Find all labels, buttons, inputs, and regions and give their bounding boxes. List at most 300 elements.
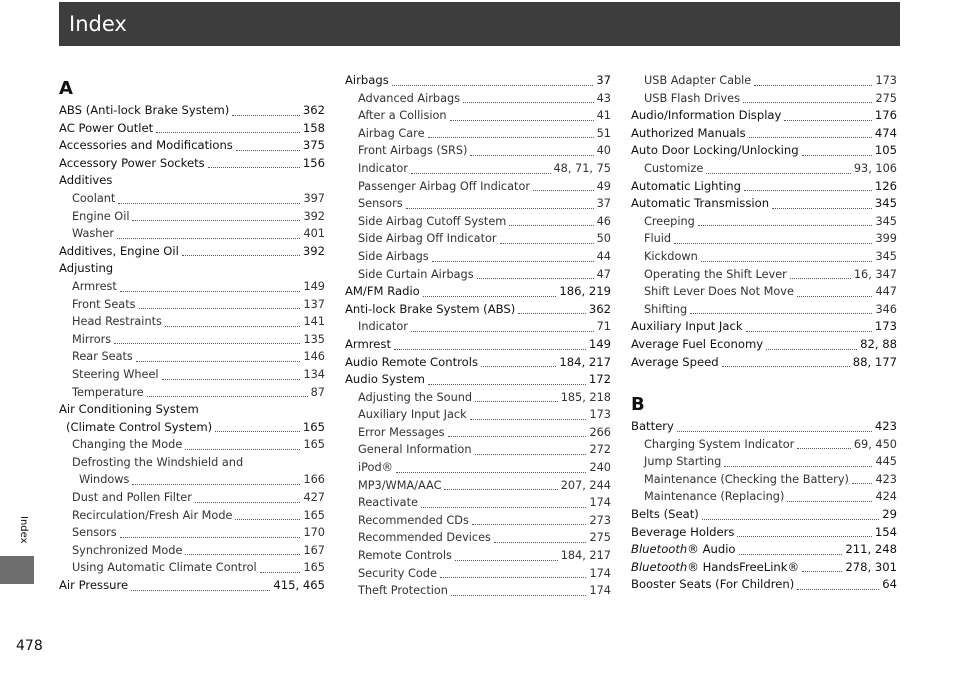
entry-page-reference[interactable]: 165 <box>303 438 325 452</box>
entry-page-reference[interactable]: 445 <box>875 455 897 469</box>
index-subentry[interactable] <box>631 436 897 454</box>
dot-leader <box>444 489 557 490</box>
entry-page-reference[interactable]: 345 <box>875 249 897 263</box>
entry-label: Side Airbag Cutoff System <box>358 214 507 228</box>
dot-leader <box>797 448 851 449</box>
dot-leader <box>139 308 301 309</box>
entry-page-reference[interactable]: 37 <box>596 197 611 211</box>
index-entry[interactable] <box>59 172 325 190</box>
entry-label: Remote Controls <box>358 549 452 563</box>
index-subentry[interactable] <box>59 366 325 384</box>
entry-label: MP3/WMA/AAC <box>358 478 442 492</box>
entry-page-reference[interactable]: 401 <box>303 227 325 241</box>
index-subentry[interactable] <box>345 441 611 459</box>
entry-label: USB Adapter Cable <box>644 74 752 87</box>
section-letter: A <box>59 78 73 99</box>
entry-page-reference[interactable]: 137 <box>303 297 325 311</box>
dot-leader <box>156 132 300 133</box>
dot-leader <box>472 524 587 525</box>
dot-leader <box>450 120 594 121</box>
entry-page-reference[interactable]: 165 <box>303 561 325 575</box>
dot-leader <box>706 173 851 174</box>
entry-page-reference[interactable]: 345 <box>875 214 897 228</box>
index-subentry[interactable] <box>345 195 611 213</box>
dot-leader <box>674 243 872 244</box>
index-subentry[interactable] <box>631 301 897 319</box>
entry-page-reference[interactable]: 362 <box>302 103 325 117</box>
entry-label: Authorized Manuals <box>631 125 746 140</box>
entry-page-reference[interactable]: 105 <box>874 143 897 158</box>
index-subentry[interactable] <box>631 72 897 90</box>
entry-page-reference[interactable]: 184, 217 <box>560 549 611 563</box>
entry-page-reference[interactable]: 40 <box>596 144 611 158</box>
index-subentry[interactable] <box>59 489 325 507</box>
index-subentry[interactable] <box>59 331 325 349</box>
entry-label: Sensors <box>358 197 403 211</box>
entry-page-reference[interactable]: 399 <box>875 232 897 246</box>
index-entry[interactable] <box>345 371 611 389</box>
index-subentry[interactable] <box>345 459 611 477</box>
entry-page-reference[interactable]: 165 <box>302 419 325 434</box>
index-subentry[interactable] <box>345 389 611 407</box>
entry-label: Reactivate <box>358 496 418 510</box>
index-subentry[interactable] <box>59 313 325 331</box>
entry-label: Jump Starting <box>644 455 722 469</box>
entry-label: Front Airbags (SRS) <box>358 144 468 158</box>
entry-page-reference[interactable]: 275 <box>875 91 897 105</box>
entry-page-reference[interactable]: 423 <box>875 472 897 486</box>
index-subentry[interactable] <box>345 477 611 495</box>
entry-label: Creeping <box>644 214 695 228</box>
index-entry[interactable] <box>631 125 897 143</box>
entry-page-reference[interactable]: 149 <box>588 336 611 351</box>
entry-page-reference[interactable]: 69, 450 <box>853 437 897 451</box>
entry-page-reference[interactable]: 167 <box>303 543 325 557</box>
index-subentry[interactable] <box>345 494 611 512</box>
index-subentry[interactable] <box>345 565 611 583</box>
entry-page-reference[interactable]: 165 <box>303 508 325 522</box>
index-subentry[interactable] <box>345 406 611 424</box>
entry-label: Bluetooth® HandsFreeLink® <box>631 559 800 574</box>
dot-leader <box>136 361 301 362</box>
entry-label: Theft Protection <box>358 584 448 598</box>
entry-page-reference[interactable]: 173 <box>875 74 897 87</box>
entry-page-reference[interactable]: 146 <box>303 350 325 364</box>
index-entry[interactable] <box>59 577 325 595</box>
entry-page-reference[interactable]: 154 <box>874 524 897 539</box>
index-subentry[interactable] <box>345 547 611 565</box>
dot-leader <box>749 137 872 138</box>
index-subentry[interactable] <box>631 213 897 231</box>
entry-page-reference[interactable]: 37 <box>596 73 611 87</box>
dot-leader <box>394 349 586 350</box>
dot-leader <box>698 225 873 226</box>
entry-page-reference[interactable]: 158 <box>302 120 325 135</box>
index-subentry[interactable] <box>59 384 325 402</box>
entry-label: Booster Seats (For Children) <box>631 577 795 592</box>
entry-page-reference[interactable]: 427 <box>303 491 325 505</box>
index-subentry[interactable] <box>345 178 611 196</box>
index-entry[interactable] <box>631 418 897 436</box>
dot-leader <box>406 208 594 209</box>
index-entry[interactable] <box>631 541 897 559</box>
entry-label: Air Conditioning System <box>59 402 199 417</box>
index-subentry[interactable] <box>59 225 325 243</box>
entry-page-reference[interactable]: 93, 106 <box>853 161 897 175</box>
entry-label: Beverage Holders <box>631 524 735 539</box>
dot-leader <box>477 278 594 279</box>
index-subentry[interactable] <box>345 142 611 160</box>
entry-label: Airbag Care <box>358 126 425 140</box>
entry-label: Armrest <box>345 336 392 351</box>
dot-leader <box>260 572 301 573</box>
entry-page-reference[interactable]: 173 <box>874 319 897 334</box>
entry-page-reference[interactable]: 172 <box>588 372 611 387</box>
entry-page-reference[interactable]: 392 <box>302 243 325 258</box>
index-entry[interactable] <box>631 336 897 354</box>
entry-page-reference[interactable]: 29 <box>882 507 897 522</box>
entry-page-reference[interactable]: 278, 301 <box>845 559 897 574</box>
entry-label: Sensors <box>72 526 117 540</box>
entry-page-reference[interactable]: 362 <box>588 301 611 316</box>
entry-label: Recirculation/Fresh Air Mode <box>72 508 233 522</box>
entry-page-reference[interactable]: 397 <box>303 191 325 205</box>
entry-page-reference[interactable]: 44 <box>596 249 611 263</box>
entry-label: Washer <box>72 227 115 241</box>
index-entry[interactable] <box>59 243 325 261</box>
index-subentry[interactable] <box>631 488 897 506</box>
index-subentry[interactable] <box>59 190 325 208</box>
index-subentry[interactable] <box>59 471 325 489</box>
dot-leader <box>754 85 872 86</box>
entry-label: Recommended Devices <box>358 531 491 545</box>
dot-leader <box>766 349 857 350</box>
entry-label: Additives <box>59 173 113 188</box>
index-subentry[interactable] <box>345 107 611 125</box>
index-subentry[interactable] <box>345 512 611 530</box>
index-entry[interactable] <box>631 318 897 336</box>
dot-leader <box>455 560 558 561</box>
index-subentry[interactable] <box>345 230 611 248</box>
entry-page-reference[interactable]: 184, 217 <box>559 354 611 369</box>
dot-leader <box>475 454 587 455</box>
entry-page-reference[interactable]: 207, 244 <box>560 478 611 492</box>
entry-page-reference[interactable]: 272 <box>589 443 611 457</box>
entry-label: Audio System <box>345 372 425 387</box>
entry-label: USB Flash Drives <box>644 91 740 105</box>
index-subentry[interactable] <box>59 296 325 314</box>
entry-label: Anti-lock Brake System (ABS) <box>345 301 516 316</box>
entry-label: AC Power Outlet <box>59 120 154 135</box>
entry-page-reference[interactable]: 240 <box>589 461 611 475</box>
entry-label: Rear Seats <box>72 350 133 364</box>
dot-leader <box>118 203 300 204</box>
entry-page-reference[interactable]: 174 <box>589 496 611 510</box>
entry-page-reference[interactable]: 346 <box>875 302 897 316</box>
dot-leader <box>120 291 301 292</box>
entry-label: Changing the Mode <box>72 438 183 452</box>
index-subentry[interactable] <box>59 524 325 542</box>
entry-page-reference[interactable]: 41 <box>596 109 611 123</box>
dot-leader <box>131 590 270 591</box>
dot-leader <box>533 190 594 191</box>
index-entry[interactable] <box>631 142 897 160</box>
dot-leader <box>852 483 873 484</box>
index-subentry[interactable] <box>631 266 897 284</box>
dot-leader <box>423 296 557 297</box>
index-subentry[interactable] <box>345 529 611 547</box>
index-subentry[interactable] <box>631 160 897 178</box>
entry-label: Passenger Airbag Off Indicator <box>358 179 531 193</box>
entry-page-reference[interactable]: 185, 218 <box>560 390 611 404</box>
entry-label: AM/FM Radio <box>345 284 420 299</box>
dot-leader <box>114 343 300 344</box>
entry-page-reference[interactable]: 275 <box>589 531 611 545</box>
index-subentry[interactable] <box>59 542 325 560</box>
dot-leader <box>448 436 587 437</box>
dot-leader <box>451 595 586 596</box>
entry-page-reference[interactable]: 134 <box>303 367 325 381</box>
dot-leader <box>518 313 586 314</box>
entry-label: Auxiliary Input Jack <box>631 319 743 334</box>
entry-page-reference[interactable]: 135 <box>303 332 325 346</box>
entry-label: Auxiliary Input Jack <box>358 408 467 422</box>
index-subentry[interactable] <box>59 454 325 472</box>
dot-leader <box>428 137 594 138</box>
entry-label: Side Airbags <box>358 249 429 263</box>
dot-leader <box>802 571 842 572</box>
entry-page-reference[interactable]: 88, 177 <box>852 354 897 369</box>
index-subentry[interactable] <box>631 283 897 301</box>
entry-page-reference[interactable]: 266 <box>589 425 611 439</box>
entry-label: Side Curtain Airbags <box>358 267 474 281</box>
dot-leader <box>182 255 300 256</box>
entry-label: Indicator <box>358 161 408 175</box>
dot-leader <box>236 150 300 151</box>
entry-label: Automatic Transmission <box>631 196 770 211</box>
dot-leader <box>722 366 850 367</box>
dot-leader <box>428 384 586 385</box>
index-subentry[interactable] <box>345 248 611 266</box>
entry-label: Error Messages <box>358 425 445 439</box>
dot-leader <box>724 466 872 467</box>
entry-label: Synchronized Mode <box>72 543 183 557</box>
index-entry[interactable] <box>345 354 611 372</box>
index-entry[interactable] <box>345 336 611 354</box>
index-entry[interactable] <box>59 120 325 138</box>
entry-page-reference[interactable]: 345 <box>874 196 897 211</box>
index-entry[interactable] <box>631 107 897 125</box>
index-entry[interactable] <box>345 301 611 319</box>
index-subentry[interactable] <box>345 125 611 143</box>
dot-leader <box>132 484 300 485</box>
dot-leader <box>208 167 300 168</box>
entry-label: Armrest <box>72 279 117 293</box>
dot-leader <box>147 396 308 397</box>
dot-leader <box>120 537 301 538</box>
entry-label: Belts (Seat) <box>631 507 699 522</box>
index-column-2 <box>345 72 611 600</box>
index-column-1 <box>59 72 325 595</box>
entry-label: Adjusting <box>59 261 114 276</box>
entry-label: Adjusting the Sound <box>358 390 473 404</box>
index-subentry[interactable] <box>631 230 897 248</box>
dot-leader <box>702 519 879 520</box>
section-letter: B <box>631 394 645 416</box>
index-subentry[interactable] <box>345 90 611 108</box>
dot-leader <box>440 577 587 578</box>
index-entry[interactable] <box>59 137 325 155</box>
entry-page-reference[interactable]: 174 <box>589 584 611 598</box>
entry-label: Defrosting the Windshield and <box>72 455 244 469</box>
dot-leader <box>392 85 593 86</box>
dot-leader <box>746 331 872 332</box>
dot-leader <box>165 326 301 327</box>
index-entry[interactable] <box>631 559 897 577</box>
entry-page-reference[interactable]: 415, 465 <box>273 578 325 593</box>
entry-page-reference[interactable]: 170 <box>303 526 325 540</box>
entry-label: Audio/Information Display <box>631 108 782 123</box>
entry-page-reference[interactable]: 211, 248 <box>845 542 897 557</box>
entry-page-reference[interactable]: 71 <box>596 320 611 334</box>
dot-leader <box>772 208 872 209</box>
index-entry[interactable] <box>631 195 897 213</box>
entry-label: Fluid <box>644 232 672 246</box>
index-entry[interactable] <box>631 506 897 524</box>
entry-page-reference[interactable]: 174 <box>589 566 611 580</box>
entry-page-reference[interactable]: 82, 88 <box>860 336 897 351</box>
dot-leader <box>701 261 873 262</box>
entry-page-reference[interactable]: 176 <box>874 108 897 123</box>
index-subentry[interactable] <box>345 266 611 284</box>
entry-label: Temperature <box>72 385 144 399</box>
dot-leader <box>797 296 873 297</box>
index-entry[interactable] <box>631 354 897 372</box>
dot-leader <box>677 431 872 432</box>
dot-leader <box>470 419 587 420</box>
dot-leader <box>787 501 872 502</box>
entry-page-reference[interactable]: 186, 219 <box>559 284 611 299</box>
index-entry[interactable] <box>59 260 325 278</box>
index-subentry[interactable] <box>631 90 897 108</box>
index-subentry[interactable] <box>345 318 611 336</box>
index-entry[interactable] <box>59 419 325 437</box>
entry-page-reference[interactable]: 149 <box>303 279 325 293</box>
entry-page-reference[interactable]: 474 <box>874 125 897 140</box>
entry-page-reference[interactable]: 46 <box>596 214 611 228</box>
entry-page-reference[interactable]: 48, 71, 75 <box>553 161 611 175</box>
entry-page-reference[interactable]: 47 <box>596 267 611 281</box>
entry-label: Operating the Shift Lever <box>644 267 787 281</box>
dot-leader <box>500 243 594 244</box>
entry-label: Battery <box>631 419 674 434</box>
entry-label: After a Collision <box>358 109 447 123</box>
dot-leader <box>421 507 586 508</box>
index-subentry[interactable] <box>631 248 897 266</box>
entry-page-reference[interactable]: 156 <box>302 155 325 170</box>
index-subentry[interactable] <box>345 213 611 231</box>
entry-page-reference[interactable]: 126 <box>874 178 897 193</box>
entry-page-reference[interactable]: 273 <box>589 513 611 527</box>
index-entry[interactable] <box>59 155 325 173</box>
page-number: 478 <box>16 638 43 654</box>
side-tab-label: Index <box>18 516 29 544</box>
dot-leader <box>235 519 300 520</box>
dot-leader <box>396 472 587 473</box>
entry-page-reference[interactable]: 49 <box>596 179 611 193</box>
index-subentry[interactable] <box>59 507 325 525</box>
index-subentry[interactable] <box>59 348 325 366</box>
entry-page-reference[interactable]: 141 <box>303 315 325 329</box>
index-entry[interactable] <box>631 576 897 594</box>
index-column-3 <box>631 72 897 594</box>
dot-leader <box>509 225 593 226</box>
entry-page-reference[interactable]: 51 <box>596 126 611 140</box>
index-subentry[interactable] <box>59 278 325 296</box>
entry-label: Mirrors <box>72 332 112 346</box>
dot-leader <box>475 401 558 402</box>
index-subentry[interactable] <box>59 559 325 577</box>
entry-label: Security Code <box>358 566 437 580</box>
entry-label: Maintenance (Replacing) <box>644 490 785 504</box>
entry-page-reference[interactable]: 424 <box>875 490 897 504</box>
entry-label: Windows <box>79 473 130 487</box>
entry-label: Charging System Indicator <box>644 437 795 451</box>
entry-label: Coolant <box>72 191 116 205</box>
entry-page-reference[interactable]: 375 <box>302 138 325 153</box>
index-subentry[interactable] <box>631 453 897 471</box>
index-entry[interactable] <box>59 102 325 120</box>
index-entry[interactable] <box>59 401 325 419</box>
entry-label: Airbags <box>345 73 389 87</box>
entry-label: (Climate Control System) <box>66 419 213 434</box>
dot-leader <box>790 278 851 279</box>
index-entry[interactable] <box>345 72 611 90</box>
index-entry[interactable] <box>631 178 897 196</box>
index-subentry[interactable] <box>345 160 611 178</box>
entry-page-reference[interactable]: 423 <box>874 419 897 434</box>
entry-page-reference[interactable]: 392 <box>303 209 325 223</box>
entry-page-reference[interactable]: 50 <box>596 232 611 246</box>
dot-leader <box>744 190 872 191</box>
entry-label: iPod® <box>358 461 393 475</box>
entry-label: Advanced Airbags <box>358 91 461 105</box>
entry-page-reference[interactable]: 447 <box>875 285 897 299</box>
entry-page-reference[interactable]: 166 <box>303 473 325 487</box>
entry-page-reference[interactable]: 43 <box>596 91 611 105</box>
entry-label: Audio Remote Controls <box>345 354 479 369</box>
dot-leader <box>494 542 587 543</box>
entry-label: Accessory Power Sockets <box>59 155 205 170</box>
index-subentry[interactable] <box>59 436 325 454</box>
entry-label: Auto Door Locking/Unlocking <box>631 143 799 158</box>
entry-page-reference[interactable]: 173 <box>589 408 611 422</box>
index-subentry[interactable] <box>345 582 611 600</box>
index-subentry[interactable] <box>345 424 611 442</box>
entry-page-reference[interactable]: 64 <box>882 577 897 592</box>
entry-label: Average Fuel Economy <box>631 336 764 351</box>
entry-label: Automatic Lighting <box>631 178 742 193</box>
entry-page-reference[interactable]: 87 <box>310 385 325 399</box>
index-entry[interactable] <box>345 283 611 301</box>
index-entry[interactable] <box>631 524 897 542</box>
dot-leader <box>481 366 556 367</box>
index-subentry[interactable] <box>631 471 897 489</box>
entry-page-reference[interactable]: 16, 347 <box>853 267 897 281</box>
dot-leader <box>432 261 594 262</box>
index-side-tab[interactable] <box>0 556 34 584</box>
index-subentry[interactable] <box>59 208 325 226</box>
